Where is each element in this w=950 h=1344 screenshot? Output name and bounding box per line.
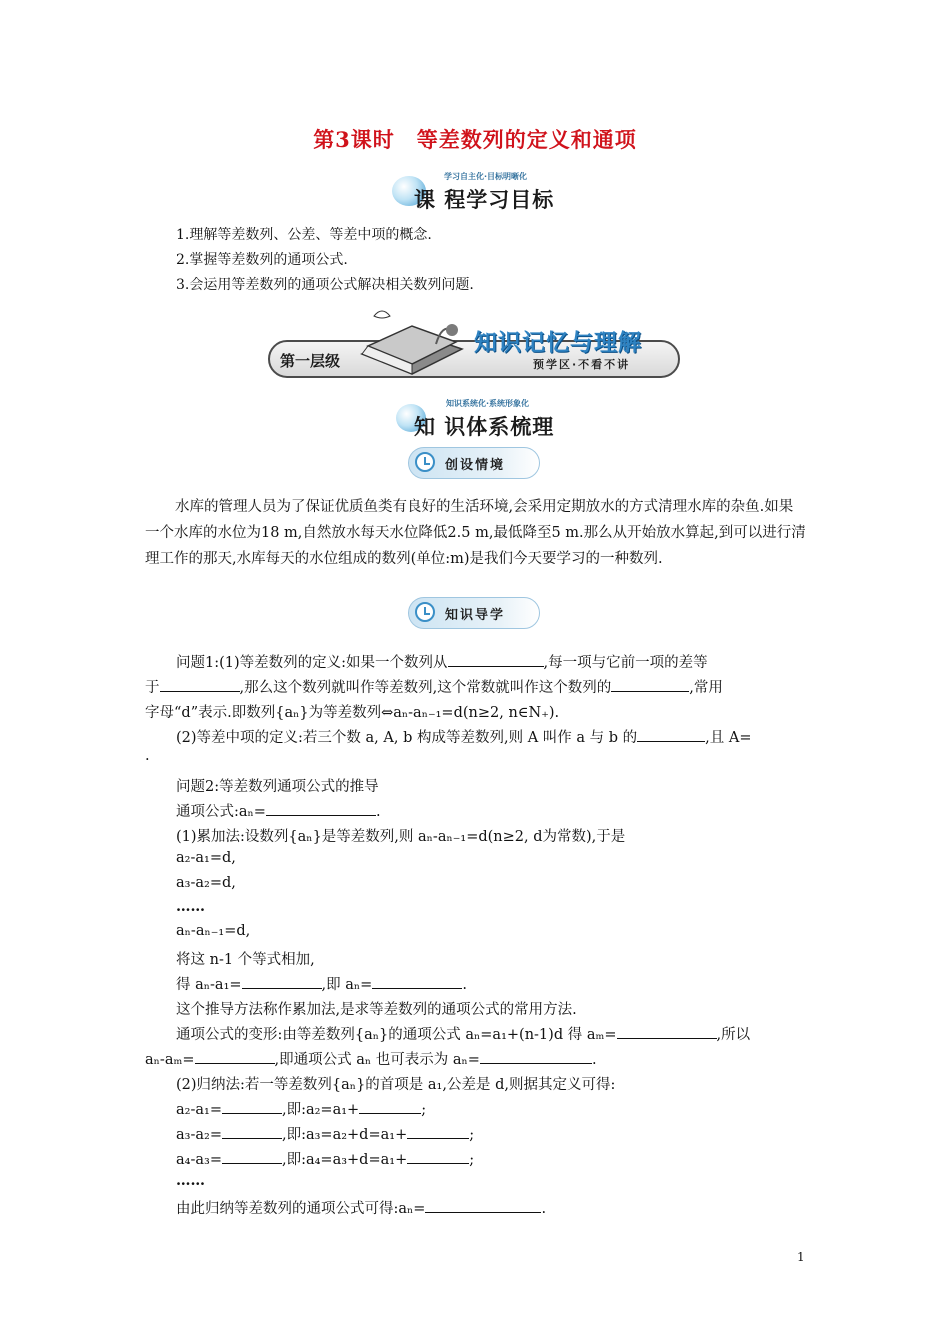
- goals-banner-subtitle: 学习自主化·目标明晰化: [444, 172, 528, 181]
- goal-item: 3.会运用等差数列的通项公式解决相关数列问题.: [176, 277, 474, 293]
- answer-blank[interactable]: [372, 974, 462, 989]
- system-banner-subtitle: 知识系统化·系统形象化: [446, 399, 530, 408]
- clock-icon: [415, 602, 435, 622]
- scene-paragraph: 水库的管理人员为了保证优质鱼类有良好的生活环境,会采用定期放水的方式清理水库的杂鱼.如果一个水库的水位为18 m,自然放水每天水位降低2.5 m,最低降至5 m.那么从开始放水算起,到可以进行清理工作的那天,水库每天的水位组成的数列(单位:m)是我们今天要学习的一种数列.: [145, 499, 806, 567]
- q2-induct1: a₂-a₁= ,即:a₂=a₁+ ;: [176, 1098, 426, 1119]
- scene-label: 创设情境: [408, 447, 540, 479]
- q2-method-note: 这个推导方法称作累加法,是求等差数列的通项公式的常用方法.: [176, 1002, 577, 1018]
- answer-blank[interactable]: [222, 1124, 282, 1139]
- q2-heading: 问题2:等差数列通项公式的推导: [176, 779, 379, 795]
- q2-final: 由此归纳等差数列的通项公式可得:aₙ= .: [176, 1197, 546, 1218]
- q1-line2: 于 ,那么这个数列就叫作等差数列,这个常数就叫作这个数列的 ,常用: [145, 676, 723, 697]
- q2-induct3: a₄-a₃= ,即:a₄=a₃+d=a₁+ ;: [176, 1148, 474, 1169]
- answer-blank[interactable]: [407, 1124, 469, 1139]
- q2-variant2: aₙ-aₘ= ,即通项公式 aₙ 也可表示为 aₙ= .: [145, 1048, 597, 1069]
- answer-blank[interactable]: [242, 974, 322, 989]
- q2-method1: (1)累加法:设数列{aₙ}是等差数列,则 aₙ-aₙ₋₁=d(n≥2, d为常数),于是: [176, 829, 626, 845]
- page-number: 1: [797, 1250, 805, 1264]
- answer-blank[interactable]: [480, 1049, 592, 1064]
- level-label: 第一层级: [280, 352, 341, 370]
- q2-method2: (2)归纳法:若一等差数列{aₙ}的首项是 a₁,公差是 d,则据其定义可得:: [176, 1077, 616, 1093]
- guide-label: 知识导学: [408, 597, 540, 629]
- q2-result: 得 aₙ-a₁= ,即 aₙ= .: [176, 973, 467, 994]
- q2-dots: ……: [176, 898, 205, 915]
- q1-line4: (2)等差中项的定义:若三个数 a, A, b 构成等差数列,则 A 叫作 a 与 b 的 ,且 A=: [176, 726, 751, 747]
- q2-variant1: 通项公式的变形:由等差数列{aₙ}的通项公式 aₙ=a₁+(n-1)d 得 aₘ= ,所以: [176, 1023, 750, 1044]
- goal-item: 2.掌握等差数列的通项公式.: [176, 252, 348, 268]
- q1-line1: 问题1:(1)等差数列的定义:如果一个数列从 ,每一项与它前一项的差等: [176, 651, 708, 672]
- q1-line5: .: [145, 748, 150, 764]
- goals-banner-title: 课 程学习目标: [414, 188, 555, 212]
- answer-blank[interactable]: [160, 677, 240, 692]
- answer-blank[interactable]: [266, 801, 376, 816]
- clock-icon: [415, 452, 435, 472]
- answer-blank[interactable]: [617, 1024, 717, 1039]
- answer-blank[interactable]: [637, 727, 705, 742]
- goals-banner: [392, 170, 562, 214]
- level-subtitle: 预学区·不看不讲: [533, 358, 631, 371]
- answer-blank[interactable]: [359, 1099, 421, 1114]
- answer-blank[interactable]: [407, 1149, 469, 1164]
- q1-line3: 字母“d”表示.即数列{aₙ}为等差数列⇔aₙ-aₙ₋₁=d(n≥2, n∈N₊).: [145, 705, 560, 721]
- q2-formula: 通项公式:aₙ= .: [176, 800, 381, 821]
- book-icon: [352, 304, 472, 384]
- q2-eq1: a₂-a₁=d,: [176, 850, 236, 866]
- answer-blank[interactable]: [222, 1149, 282, 1164]
- answer-blank[interactable]: [611, 677, 689, 692]
- q2-eq3: aₙ-aₙ₋₁=d,: [176, 923, 251, 939]
- answer-blank[interactable]: [195, 1049, 275, 1064]
- page-title: 第3课时 等差数列的定义和通项: [313, 127, 637, 152]
- answer-blank[interactable]: [448, 652, 544, 667]
- system-banner-title: 知 识体系梳理: [414, 415, 555, 439]
- answer-blank[interactable]: [222, 1099, 282, 1114]
- q2-induct2: a₃-a₂= ,即:a₃=a₂+d=a₁+ ;: [176, 1123, 474, 1144]
- level-banner: [268, 310, 684, 382]
- goal-item: 1.理解等差数列、公差、等差中项的概念.: [176, 227, 432, 243]
- q2-dots2: ……: [176, 1172, 205, 1189]
- level-title: 知识记忆与理解: [474, 330, 642, 356]
- q2-eq2: a₃-a₂=d,: [176, 875, 236, 891]
- goals-list: [176, 223, 474, 298]
- q2-add: 将这 n-1 个等式相加,: [176, 952, 315, 968]
- system-banner: [396, 396, 566, 440]
- answer-blank[interactable]: [425, 1198, 541, 1213]
